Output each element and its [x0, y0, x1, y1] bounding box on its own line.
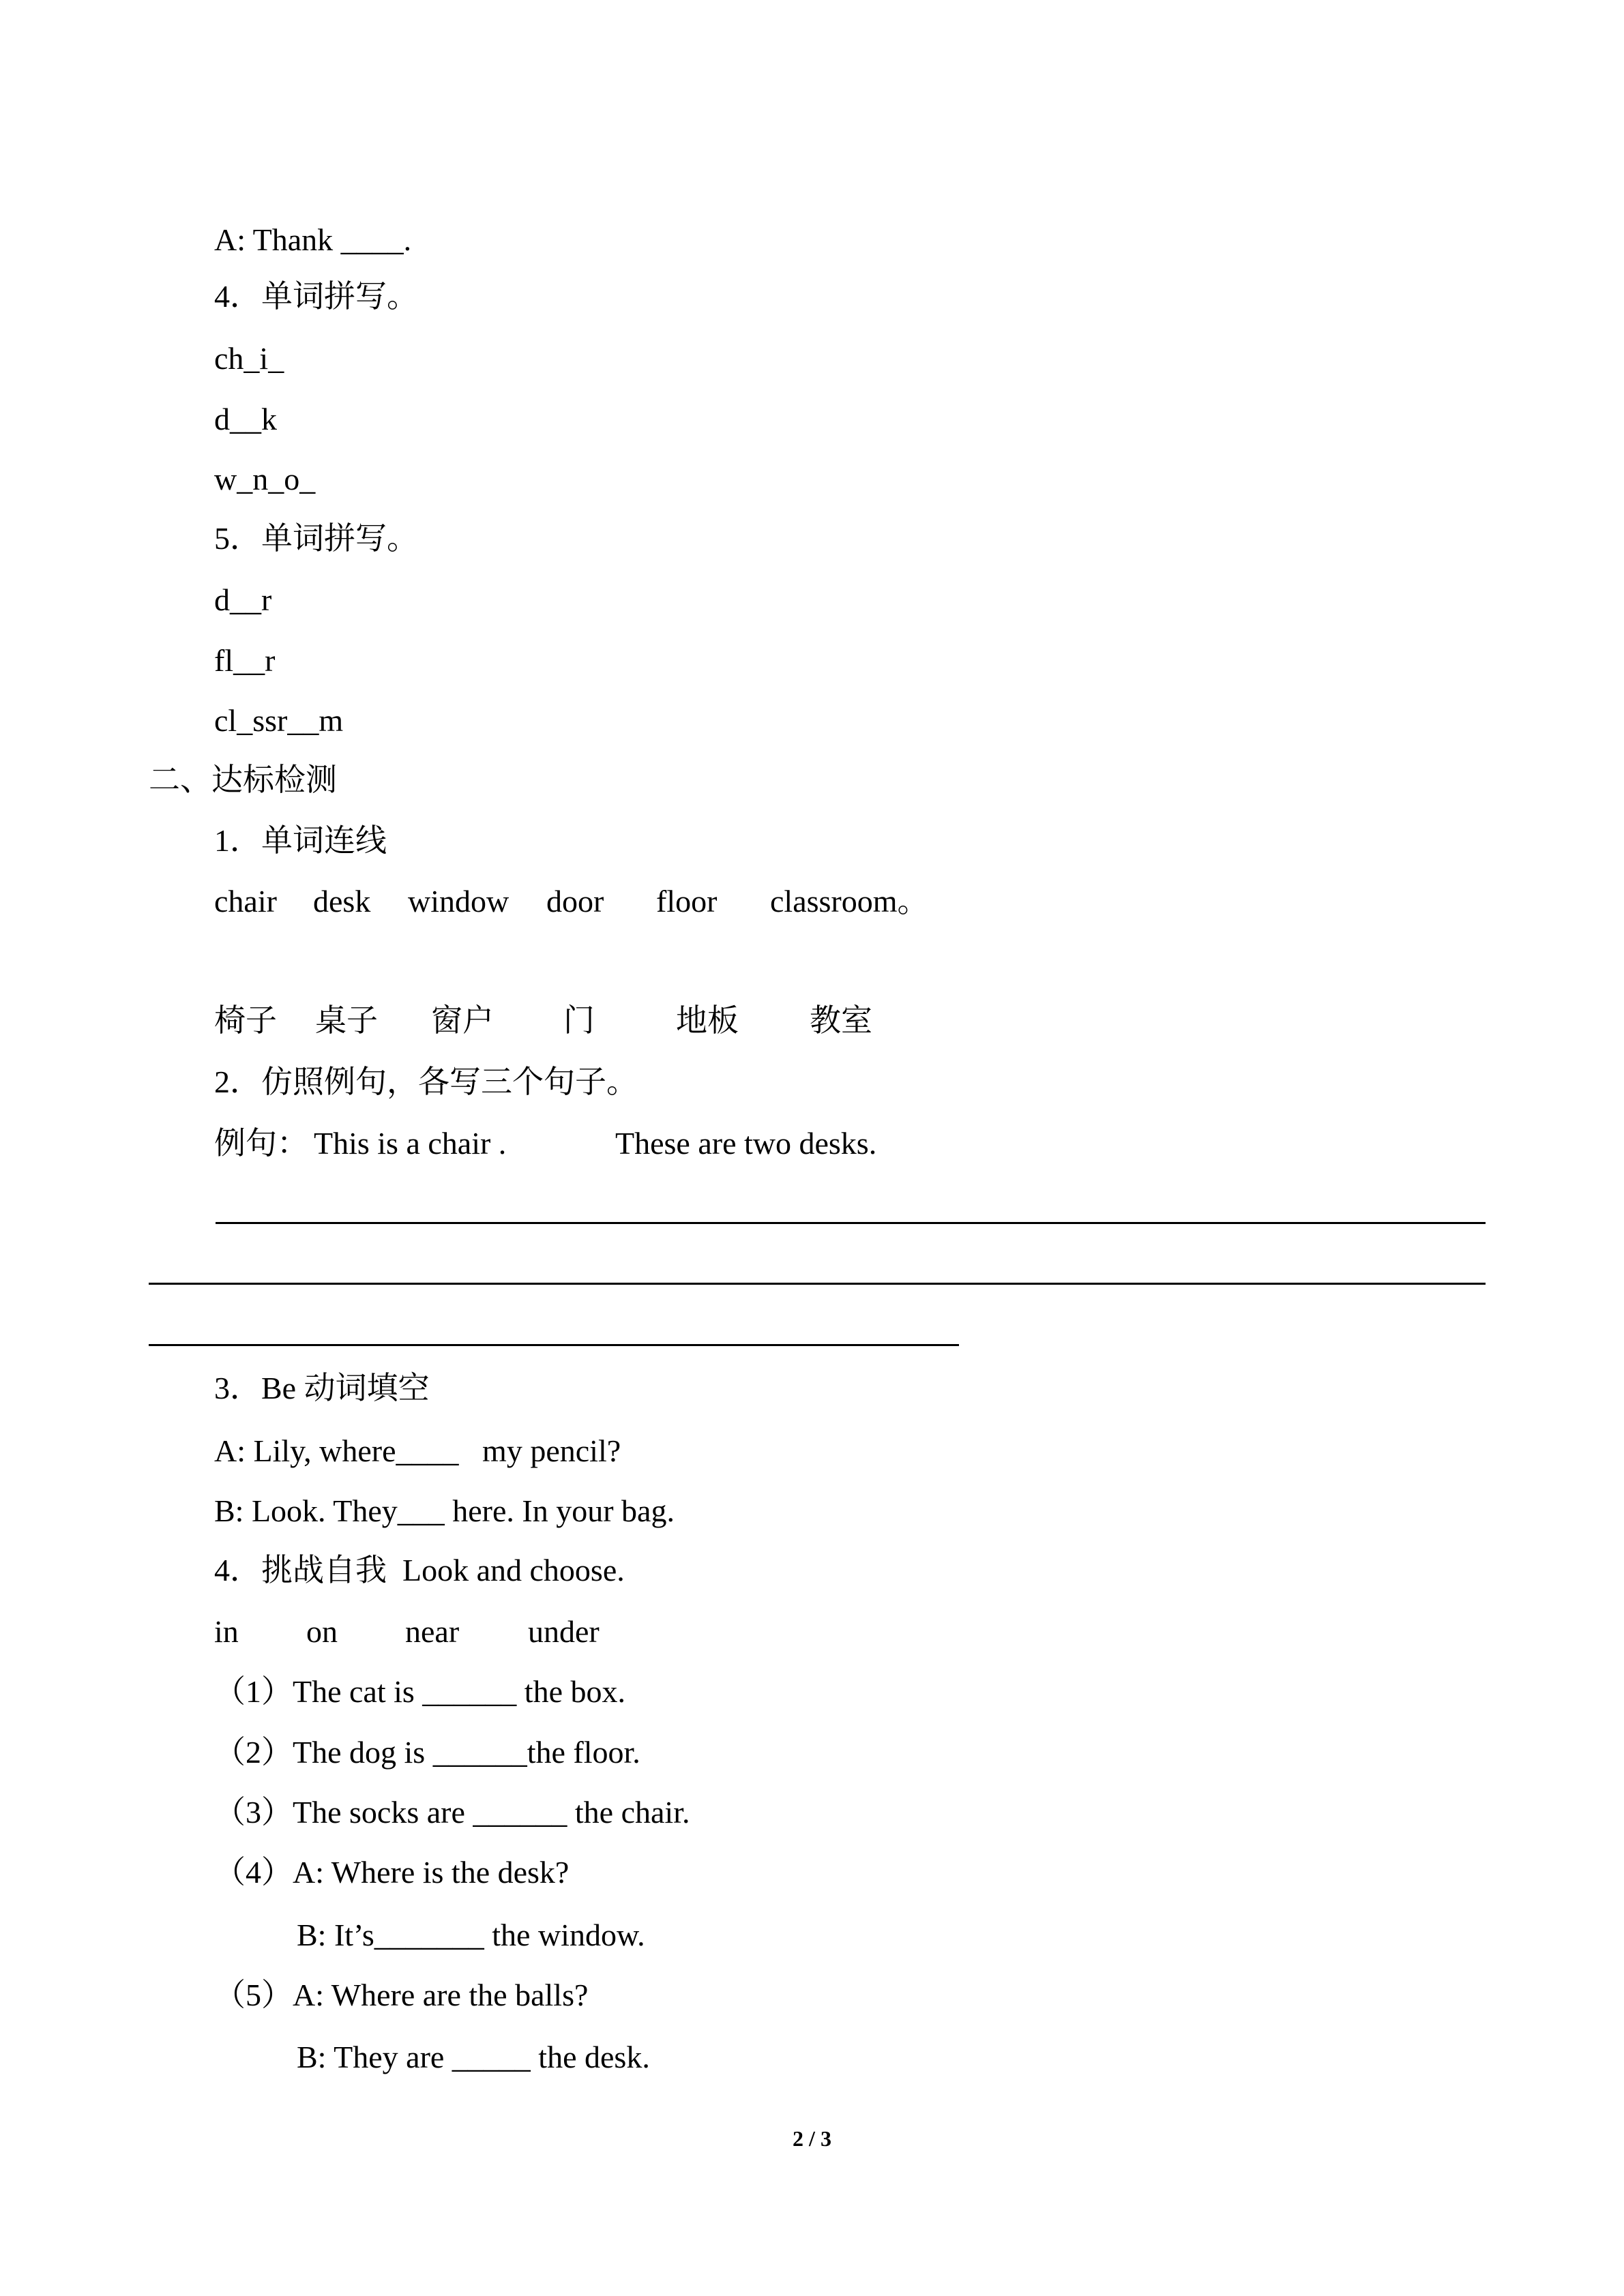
- spelling-item: fl__r: [214, 643, 276, 678]
- word-desk: desk: [313, 884, 371, 919]
- exercise-item: （2）The dog is ______the floor.: [214, 1735, 640, 1770]
- exercise-item-answer: B: It’s_______ the window.: [297, 1918, 645, 1952]
- exercise-item: （3）The socks are ______ the chair.: [214, 1795, 690, 1830]
- answer-line[interactable]: [149, 1283, 1486, 1285]
- question-heading: 2．仿照例句，各写三个句子。: [214, 1064, 638, 1099]
- question-heading: 1．单词连线: [214, 823, 387, 858]
- exercise-item: （5）A: Where are the balls?: [214, 1978, 589, 2012]
- spelling-item: ch_i_: [214, 341, 284, 376]
- meaning-window: 窗户: [431, 1003, 494, 1038]
- exercise-item: （4）A: Where is the desk?: [214, 1855, 570, 1890]
- option-in: in: [214, 1614, 239, 1649]
- exercise-item-answer: B: They are _____ the desk.: [297, 2040, 650, 2074]
- example-sentence-row: [0, 1128, 1624, 1162]
- example-sentence-2: These are two desks.: [615, 1126, 877, 1161]
- meaning-classroom: 教室: [810, 1003, 872, 1038]
- meaning-floor: 地板: [676, 1003, 739, 1038]
- word-chair: chair: [214, 884, 277, 919]
- page-number: 2 / 3: [793, 2126, 831, 2151]
- fill-in-line: B: Look. They___ here. In your bag.: [214, 1493, 675, 1528]
- section-title: 二、达标检测: [149, 762, 337, 797]
- answer-line[interactable]: [149, 1344, 959, 1346]
- option-under: under: [528, 1614, 600, 1649]
- word-options-row: [0, 1616, 1624, 1650]
- example-sentence-1: This is a chair .: [314, 1126, 507, 1161]
- word-door: door: [546, 884, 604, 919]
- meaning-desk: 桌子: [315, 1003, 378, 1038]
- option-on: on: [306, 1614, 338, 1649]
- spelling-item: d__r: [214, 582, 272, 617]
- word-floor: floor: [656, 884, 718, 919]
- spelling-item: cl_ssr__m: [214, 703, 344, 738]
- meaning-chair: 椅子: [214, 1003, 277, 1038]
- option-near: near: [405, 1614, 460, 1649]
- matching-meanings-row: [0, 1005, 1624, 1039]
- matching-words-row: [0, 886, 1624, 920]
- spelling-item: d__k: [214, 402, 277, 436]
- fill-in-line: A: Lily, where____ my pencil?: [214, 1433, 621, 1468]
- question-heading: 3．Be 动词填空: [214, 1371, 430, 1405]
- meaning-door: 门: [563, 1003, 595, 1038]
- question-heading: 4．挑战自我 Look and choose.: [214, 1553, 625, 1587]
- question-heading: 4．单词拼写。: [214, 279, 418, 314]
- exercise-item: （1）The cat is ______ the box.: [214, 1674, 626, 1709]
- spelling-item: w_n_o_: [214, 462, 316, 496]
- word-classroom: classroom。: [770, 884, 929, 919]
- dialogue-line: A: Thank ____.: [214, 222, 412, 257]
- word-window: window: [408, 884, 510, 919]
- question-heading: 5．单词拼写。: [214, 521, 418, 556]
- example-label: 例句：: [214, 1126, 308, 1161]
- answer-line[interactable]: [216, 1222, 1486, 1224]
